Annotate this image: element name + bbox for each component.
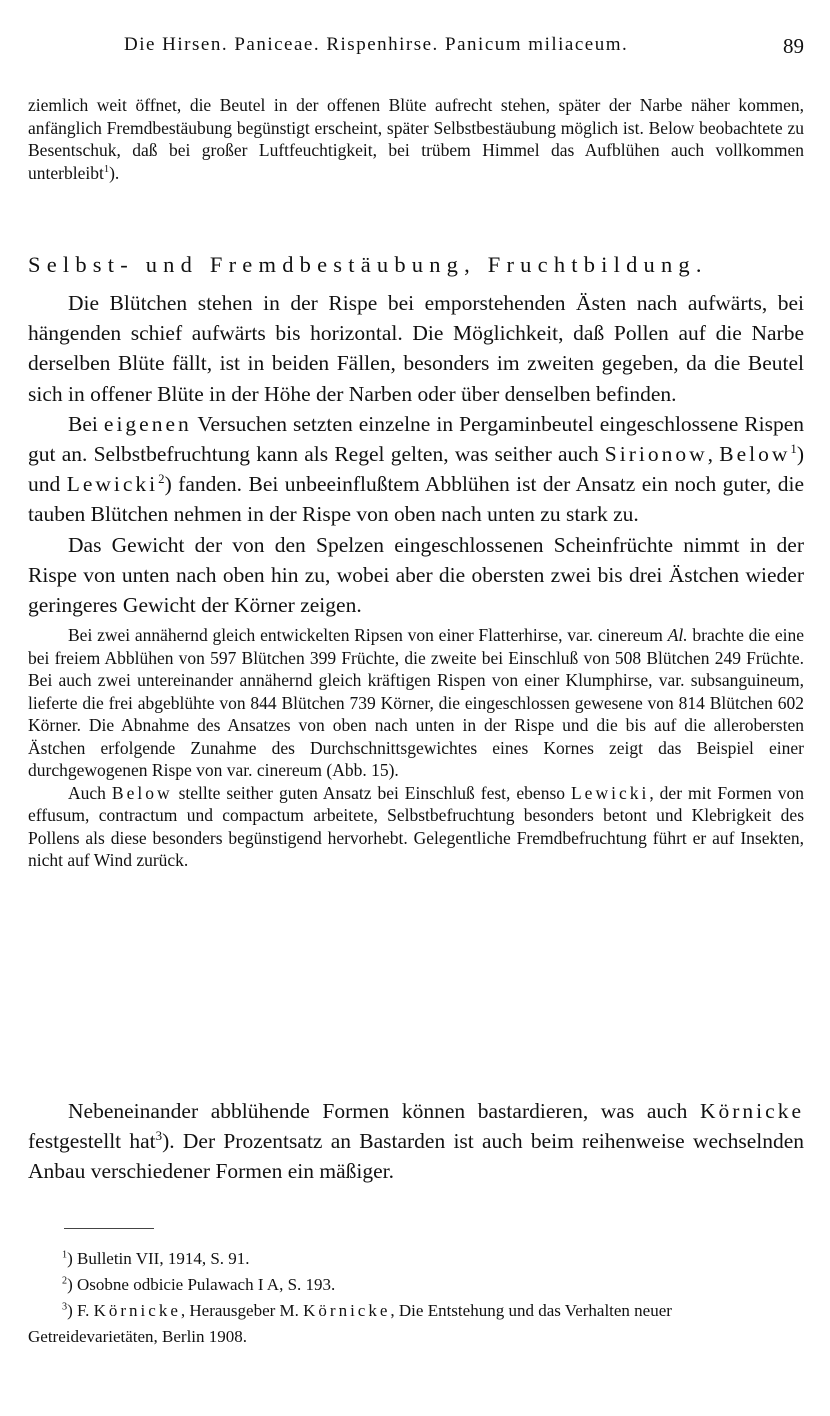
paragraph-2	[28, 409, 804, 530]
author-lewicki: Lewicki	[66, 472, 159, 497]
author-koernicke: Körnicke	[303, 1301, 391, 1320]
author-below: Below	[111, 782, 173, 803]
footnote-text: ) Osobne odbicie Pulawach I A, S. 193.	[67, 1275, 336, 1294]
author-below: Below	[719, 442, 791, 467]
footnote-1	[28, 1246, 804, 1272]
text-run: Nebeneinander abblühende Formen können bastardieren, was auch	[68, 1099, 700, 1123]
intro-text: ziemlich weit öffnet, die Beutel in der offenen Blüte aufrecht stehen, später der Narbe näher kommen, anfänglich Fremdbestäubung begünstigt erscheint, später Selbstbestäubung möglich ist. Below beobachtete zu Besentschuk, daß bei großer Luftfeuchtigkeit, bei trübem Himmel das Aufblühen auch vollkommen unterbleibt	[28, 95, 804, 183]
footnote-text: , Die Entstehung und das Verhalten neuer Getreidevarietäten, Berlin 1908.	[28, 1301, 672, 1346]
text-run: festgestellt hat	[28, 1129, 156, 1154]
footnote-mark: 2	[62, 1275, 68, 1287]
footnote-2	[28, 1272, 804, 1298]
intro-end: ).	[109, 162, 120, 183]
page-number: 89	[783, 34, 804, 58]
paragraph-4	[28, 1096, 804, 1187]
text-run: Auch	[68, 782, 112, 803]
section-heading: Selbst- und Fremdbestäubung, Fruchtbildung.	[28, 252, 708, 277]
footnote-ref-1: 1	[103, 163, 110, 175]
text-run: Bei	[68, 411, 104, 436]
text-run: stellte seither guten Ansatz bei Einschluß fest, ebenso	[172, 782, 571, 803]
text-run: brachte die eine bei freiem Abblühen von 597 Blütchen 399 Früchte, die zweite bei Einschluß von 508 Blütchen 249 Früchte. Bei auch zwei untereinander annähernd gleich kräftigen Rispen von einer Klumphirse, var. subsanguineum, lieferte die frei abgeblühte von 844 Blütchen 739 Körner, die eingeschlossen gewesene von 814 Blütchen 602 Körner. Die Abnahme des Ansatzes von oben nach unten in der Rispe und die bis auf die allerobersten Ästchen erfolgende Zunahme des Durchschnittsgewichtes eines Kornes zeigt das Beispiel einer durchgewogenen Rispe von var. cinereum (Abb. 15).	[28, 625, 804, 781]
small-paragraph-2	[28, 782, 804, 872]
footnote-text: ) F.	[67, 1301, 94, 1320]
author-koernicke: Körnicke	[93, 1301, 181, 1320]
text-run: Versuchen setzten einzelne in Pergaminbeutel eingeschlossene Rispen gut an. Selbstbefruchtung kann als Regel gelten, was seither auch	[28, 411, 804, 467]
author-lewicki: Lewicki	[570, 782, 650, 803]
text-run: Bei zwei annähernd gleich entwickelten Ripsen von einer Flatterhirse, var. cinereum	[68, 625, 668, 646]
footnote-3	[28, 1298, 804, 1350]
footnote-ref-1: 1	[790, 441, 797, 456]
footnote-ref-2: 2	[158, 472, 165, 487]
text-run: ,	[707, 442, 720, 467]
author-sirionow: Sirionow	[604, 442, 708, 467]
main-text	[28, 288, 804, 872]
running-title: Die Hirsen. Paniceae. Rispenhirse. Panicum miliaceum.	[124, 34, 629, 55]
paragraph-3: Das Gewicht der von den Spelzen eingeschlossenen Scheinfrüchte nimmt in der Rispe von unten nach oben hin zu, wobei aber die obersten zwei bis drei Ästchen wieder geringeres Gewicht der Körner zeigen.	[28, 532, 804, 618]
abbrev-al: Al.	[667, 625, 688, 646]
paragraph-1: Die Blütchen stehen in der Rispe bei emporstehenden Ästen nach aufwärts, bei hängenden schief aufwärts bis horizontal. Die Möglichkeit, daß Pollen auf die Narbe derselben Blüte fällt, ist in beiden Fällen, besonders im zweiten gegeben, da die Beutel sich in offener Blüte in der Höhe der Narben oder über denselben befinden.	[28, 291, 804, 406]
footnote-text: ) Bulletin VII, 1914, S. 91.	[67, 1249, 250, 1268]
small-paragraph-1	[28, 624, 804, 782]
text-run: , der mit Formen von effusum, contractum und compactum arbeitete, Selbstbefruchtung besonders betont und Klebrigkeit des Pollens als diese besonders begünstigend hervorhebt. Gelegentliche Fremdbefruchtung führt er auf Insekten, nicht auf Wind zurück.	[28, 782, 804, 871]
footnote-text: , Herausgeber M.	[180, 1301, 304, 1320]
footnote-mark: 3	[62, 1301, 68, 1313]
text-run: ). Der Prozentsatz an Bastarden ist auch beim reihenweise wechselnden Anbau verschiedener Formen ein mäßiger.	[28, 1129, 804, 1184]
closing-text	[28, 1096, 804, 1187]
author-koernicke: Körnicke	[700, 1099, 804, 1123]
footnote-divider	[64, 1228, 154, 1229]
intro-paragraph	[28, 94, 804, 184]
footnote-mark: 1	[62, 1249, 68, 1261]
text-run: ) fanden. Bei unbeeinflußtem Abblühen ist der Ansatz ein noch guter, die tauben Blütchen nehmen in der Rispe von oben nach unten zu stark zu.	[28, 472, 804, 527]
footnote-ref-3: 3	[155, 1129, 163, 1144]
emphasis-eigenen: eigenen	[103, 411, 192, 436]
footnotes	[28, 1246, 804, 1350]
text-run: ) und	[28, 442, 804, 497]
running-header	[28, 30, 804, 64]
